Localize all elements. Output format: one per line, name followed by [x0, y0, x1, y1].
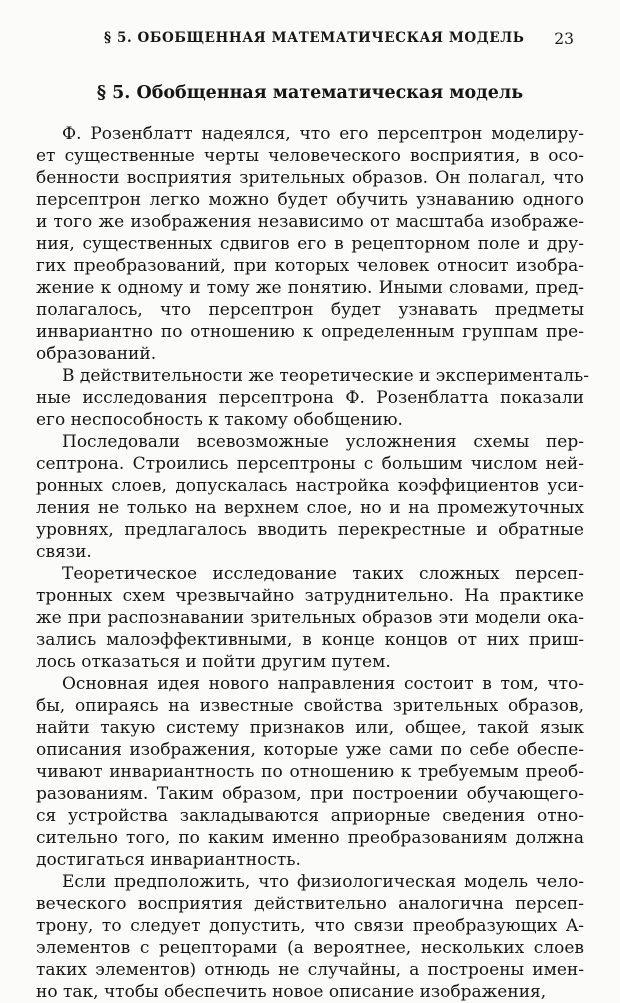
- paragraph-line: ронных слоев, допускалась настройка коэффициентов уси-: [36, 476, 584, 496]
- paragraph-line: его неспособность к такому обобщению.: [36, 410, 403, 430]
- paragraph-line: зались малоэффективными, в конце концов от них приш-: [36, 630, 584, 650]
- paragraph-line: бенности восприятия зрительных образов. Он полагал, что: [36, 168, 584, 188]
- page-number: 23: [554, 30, 574, 48]
- paragraph-line: образований.: [36, 344, 157, 364]
- paragraph-line: Последовали всевозможные усложнения схемы пер-: [62, 432, 584, 452]
- paragraph-line: Ф. Розенблатт надеялся, что его персептрон моделиру-: [62, 124, 584, 144]
- paragraph-line: описания изображения, которые уже сами по себе обеспе-: [36, 740, 584, 760]
- paragraph-line: связи.: [36, 542, 92, 562]
- paragraph-line: чивают инвариантность по отношению к требуемым преоб-: [36, 762, 584, 782]
- paragraph-line: трону, то следует допустить, что связи преобразующих A-: [36, 916, 584, 936]
- paragraph-line: и того же изображения независимо от масштаба изображе-: [36, 212, 584, 232]
- paragraph-line: персептрон легко можно будет обучить узнаванию одного: [36, 190, 584, 210]
- paragraph-line: бы, опираясь на известные свойства зрительных образов,: [36, 696, 584, 716]
- section-title: § 5. Обобщенная математическая модель: [96, 83, 524, 103]
- paragraph-line: сительно того, по каким именно преобразованиям должна: [36, 828, 584, 848]
- paragraph-line: ся устройства закладываются априорные сведения отно-: [36, 806, 584, 826]
- paragraph-line: септрона. Строились персептроны с большим числом ней-: [36, 454, 584, 474]
- paragraph-line: Теоретическое исследование таких сложных персеп-: [62, 564, 584, 584]
- paragraph-line: тронных схем чрезвычайно затруднительно. На практике: [36, 586, 584, 606]
- paragraph-line: же при распознавании зрительных образов эти модели ока-: [36, 608, 584, 628]
- paragraph-line: элементов с рецепторами (а вероятнее, нескольких слоев: [36, 938, 584, 958]
- paragraph-line: но так, чтобы обеспечить новое описание изображения,: [36, 982, 547, 1002]
- paragraph-line: Основная идея нового направления состоит в том, что-: [62, 674, 584, 694]
- paragraph-line: ные исследования персептрона Ф. Розенблатта показали: [36, 388, 584, 408]
- paragraph-line: веческого восприятия действительно аналогична персеп-: [36, 894, 584, 914]
- paragraph-line: инвариантно по отношению к определенным группам пре-: [36, 322, 584, 342]
- paragraph-line: таких элементов) отнюдь не случайны, а построены имен-: [36, 960, 584, 980]
- paragraph-line: достигаться инвариантность.: [36, 850, 301, 870]
- paragraph-line: ет существенные черты человеческого восприятия, в осо-: [36, 146, 584, 166]
- paragraph-line: Если предположить, что физиологическая модель чело-: [62, 872, 584, 892]
- paragraph-line: найти такую систему признаков или, общее, такой язык: [36, 718, 584, 738]
- paragraph-line: разованиям. Таким образом, при построении обучающего-: [36, 784, 584, 804]
- paragraph-line: полагалось, что персептрон будет узнавать предметы: [36, 300, 584, 320]
- paragraph-line: гих преобразований, при которых человек относит изобра-: [36, 256, 584, 276]
- paragraph-line: В действительности же теоретические и эксперименталь-: [62, 366, 590, 386]
- paragraph-line: ния, существенных сдвигов его в рецепторном поле и дру-: [36, 234, 584, 254]
- paragraph-line: уровнях, предлагалось вводить перекрестные и обратные: [36, 520, 584, 540]
- paragraph-line: лось отказаться и пойти другим путем.: [36, 652, 391, 672]
- paragraph-line: жение к одному и тому же понятию. Иными словами, пред-: [36, 278, 584, 298]
- paragraph-line: ления не только на верхнем слое, но и на промежуточных: [36, 498, 584, 518]
- running-header: § 5. ОБОБЩЕННАЯ МАТЕМАТИЧЕСКАЯ МОДЕЛЬ: [104, 30, 525, 46]
